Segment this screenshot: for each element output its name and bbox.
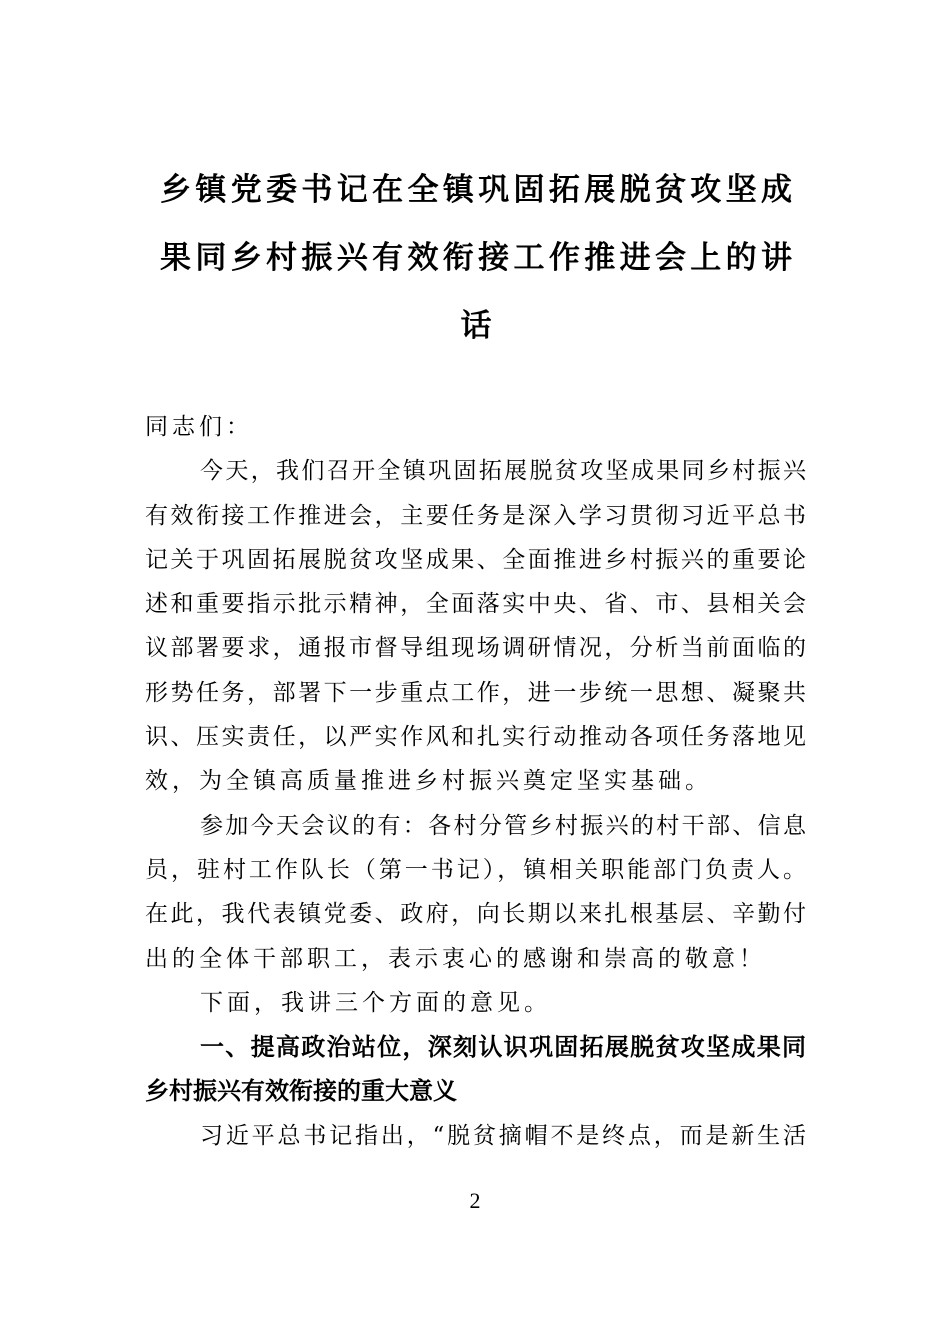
paragraph-line: 今天，我们召开全镇巩固拓展脱贫攻坚成果同乡村振兴 [200, 458, 806, 485]
section-heading-line: 乡村振兴有效衔接的重大意义 [145, 1076, 457, 1106]
paragraph-line: 下面，我讲三个方面的意见。 [200, 989, 551, 1016]
paragraph-line: 识、压实责任，以严实作风和扎实行动推动各项任务落地见 [145, 724, 806, 751]
paragraph-line: 在此，我代表镇党委、政府，向长期以来扎根基层、辛勤付 [145, 901, 806, 928]
paragraph-line: 出的全体干部职工，表示衷心的感谢和崇高的敬意！ [145, 945, 766, 972]
paragraph-line: 员，驻村工作队长（第一书记），镇相关职能部门负责人。 [145, 856, 806, 883]
title-line: 果同乡村振兴有效衔接工作推进会上的讲 [160, 240, 792, 276]
page-number: 2 [469, 1188, 481, 1213]
paragraph-line: 述和重要指示批示精神，全面落实中央、省、市、县相关会 [145, 591, 806, 618]
document-title [160, 165, 792, 369]
paragraph-line: 效，为全镇高质量推进乡村振兴奠定坚实基础。 [145, 768, 712, 795]
section-heading-line: 一、提高政治站位，深刻认识巩固拓展脱贫攻坚成果同 [200, 1032, 806, 1062]
salutation: 同志们： [145, 414, 253, 440]
paragraph-line: 议部署要求，通报市督导组现场调研情况，分析当前面临的 [145, 635, 806, 662]
paragraph-line: 习近平总书记指出，“脱贫摘帽不是终点，而是新生活 [200, 1122, 806, 1149]
paragraph-line: 形势任务，部署下一步重点工作，进一步统一思想、凝聚共 [145, 679, 806, 706]
document-body [145, 405, 806, 1158]
title-line: 乡镇党委书记在全镇巩固拓展脱贫攻坚成 [160, 172, 792, 208]
title-line: 话 [460, 308, 492, 344]
paragraph-line: 有效衔接工作推进会，主要任务是深入学习贯彻习近平总书 [145, 502, 806, 529]
paragraph-line: 记关于巩固拓展脱贫攻坚成果、全面推进乡村振兴的重要论 [145, 546, 806, 573]
paragraph-line: 参加今天会议的有：各村分管乡村振兴的村干部、信息 [200, 812, 806, 839]
